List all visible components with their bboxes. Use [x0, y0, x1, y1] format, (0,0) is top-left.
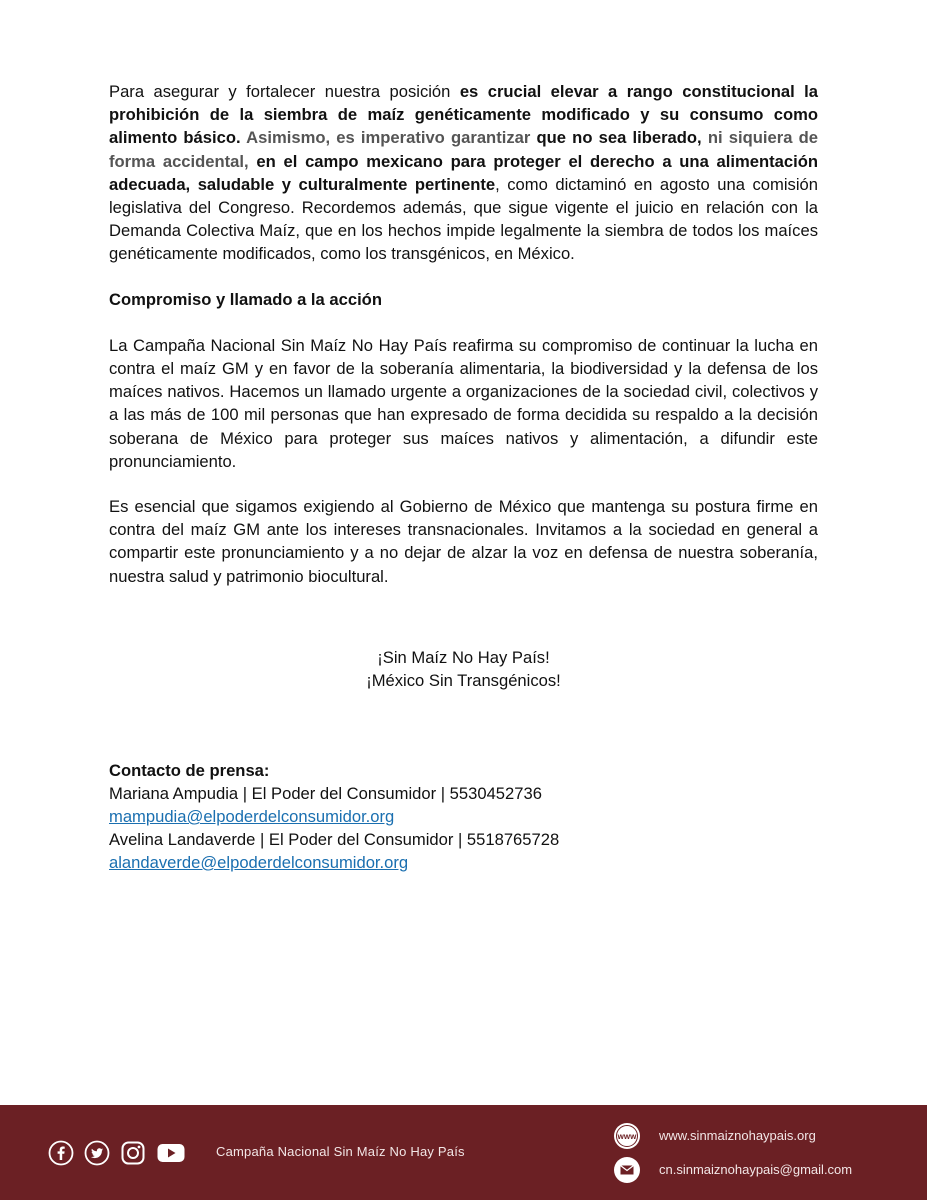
slogan-2: ¡México Sin Transgénicos! — [366, 670, 561, 690]
paragraph1-bold-2: que no sea liberado, — [536, 128, 702, 148]
paragraph1-gray-1: Asimismo, es imperativo garantizar — [240, 128, 537, 148]
paragraph-call-to-action: Es esencial que sigamos exigiendo al Gobierno de México que mantenga su postura firme en contra del maíz GM ante los intereses transnacionales. Invitamos a la sociedad en general a compartir este pronunciamiento y a no dejar de alzar la voz en defensa de nuestra soberanía, nuestra salud y patrimonio biocultural. — [109, 497, 818, 586]
press-contact — [109, 759, 818, 874]
instagram-icon[interactable] — [120, 1140, 146, 1166]
press-contact-title: Contacto de prensa: — [109, 760, 270, 780]
section-heading: Compromiso y llamado a la acción — [109, 289, 382, 309]
paragraph1-bold-3: en el campo mexicano para proteger el derecho a una alimentación adecuada, saludable y culturalmente pertinente — [109, 151, 818, 194]
contact-line-2: Avelina Landaverde | El Poder del Consumidor | 5518765728 — [109, 829, 560, 849]
www-icon — [613, 1122, 641, 1150]
youtube-icon[interactable] — [156, 1140, 186, 1166]
slogans — [109, 646, 818, 692]
twitter-icon[interactable] — [84, 1140, 110, 1166]
paragraph1-text-2: , como dictaminó en agosto una comisión legislativa del Congreso. Recordemos además, que sigue vigente el juicio en relación con la Demanda Colectiva Maíz, que en los hechos impide legalmente la siembra de todos los maíces genéticamente modificados, como los transgénicos, en México. — [109, 174, 818, 264]
footer-website[interactable]: www.sinmaiznohaypais.org — [659, 1128, 816, 1143]
paragraph1-text-1: Para asegurar y fortalecer nuestra posición — [109, 82, 460, 101]
email-icon — [613, 1156, 641, 1184]
facebook-icon[interactable] — [48, 1140, 74, 1166]
footer-email[interactable]: cn.sinmaiznohaypais@gmail.com — [659, 1162, 853, 1177]
paragraph-commitment: La Campaña Nacional Sin Maíz No Hay País reafirma su compromiso de continuar la lucha en contra el maíz GM y en favor de la soberanía alimentaria, la biodiversidad y la defensa de los maíces nativos. Hacemos un llamado urgente a organizaciones de la sociedad civil, colectivos y a las más de 100 mil personas que han expresado de forma decidida su respaldo a la decisión soberana de México para proteger sus maíces nativos y alimentación, a difundir este pronunciamiento. — [109, 335, 818, 471]
paragraph-constitutional — [109, 80, 818, 266]
footer-campaign-name: Campaña Nacional Sin Maíz No Hay País — [216, 1144, 465, 1159]
document-body — [109, 80, 818, 874]
contact-email-link-2[interactable]: alandaverde@elpoderdelconsumidor.org — [109, 852, 409, 872]
slogan-1: ¡Sin Maíz No Hay País! — [377, 647, 550, 667]
www-icon-text: www — [617, 1132, 637, 1141]
paragraph1-bold-1: es crucial elevar a rango constitucional la prohibición de la siembra de maíz genéticamente modificado y su consumo como alimento básico. — [109, 82, 818, 148]
paragraph1-gray-2: ni siquiera de forma accidental, — [109, 128, 818, 171]
contact-email-link-1[interactable]: mampudia@elpoderdelconsumidor.org — [109, 806, 395, 826]
contact-line-1: Mariana Ampudia | El Poder del Consumidor | 5530452736 — [109, 783, 542, 803]
